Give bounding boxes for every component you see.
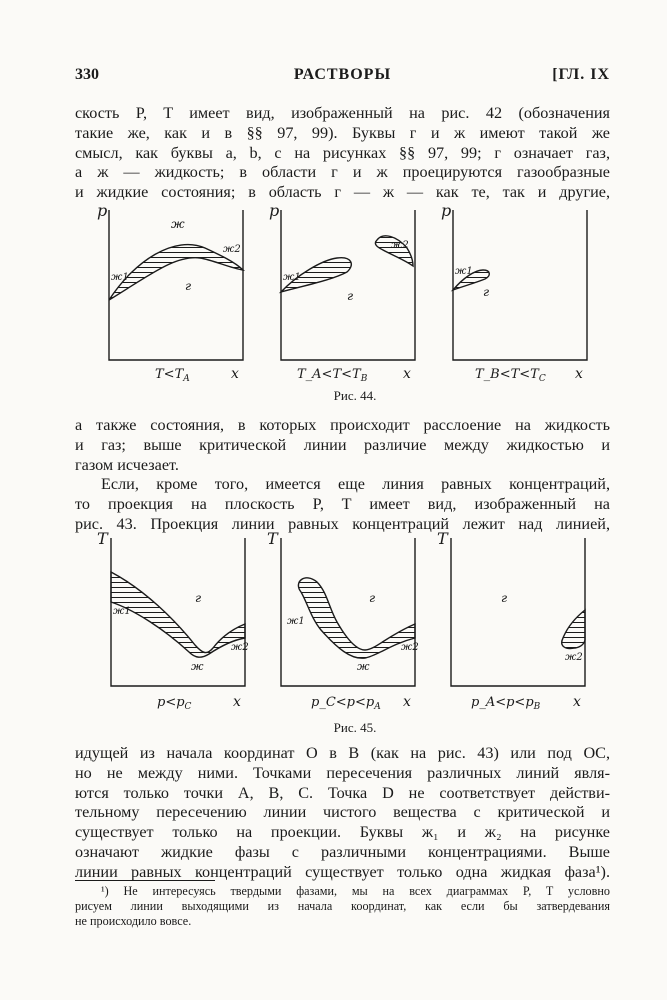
- condition-label: $p\_A<p<p_B$: [471, 695, 541, 712]
- y-axis-label: p: [441, 201, 452, 220]
- region-label: ж: [357, 660, 370, 673]
- curve-label: ж1: [283, 272, 301, 283]
- fig44-panel-3: [441, 201, 587, 384]
- coexistence-region: [111, 572, 245, 657]
- text-line: а также состояния, в которых происходит расслоение на жидкость: [75, 416, 610, 434]
- curve-label: ж2: [565, 652, 583, 663]
- y-axis-label: p: [269, 201, 280, 220]
- running-head: [75, 66, 610, 88]
- condition-label: $T\_A<T<T_B$: [297, 367, 368, 384]
- figure-44-diagram: [95, 200, 615, 400]
- fig44-panel-2: [269, 201, 415, 384]
- coexistence-region: [298, 578, 415, 658]
- region-label: г: [483, 285, 490, 299]
- text-line: то проекция на плоскость P, T имеет вид, изображенный на: [75, 494, 610, 513]
- text-line: означают жидкие фазы с различными концентрациями. Выше: [75, 842, 610, 861]
- curve-label: ж2: [231, 642, 249, 653]
- condition-label: $T\_B<T<T_C$: [475, 367, 546, 384]
- text-line: смысл, как буквы a, b, c на рисунках §§ 97, 99; г означает газ,: [75, 143, 610, 162]
- region-label: г: [369, 591, 376, 605]
- region-label: г: [195, 591, 202, 605]
- footnote-line: не происходило вовсе.: [75, 914, 192, 928]
- page-number: 330: [75, 66, 99, 83]
- text-line: рис. 43. Проекция линии равных концентраций лежит над линией,: [75, 514, 610, 533]
- footnote: [75, 884, 610, 929]
- x-axis-label: x: [575, 366, 583, 382]
- axes-frame: [281, 538, 415, 686]
- y-axis-label: p: [97, 201, 108, 220]
- text-line: существует только на проекции. Буквы ж₁ и ж₂ на рисунке: [75, 823, 610, 842]
- text-line: но не между ними. Точками пересечения различных линий явля-: [75, 763, 610, 782]
- curve-label: ж2: [223, 244, 241, 255]
- x-axis-label: x: [403, 694, 411, 710]
- paragraph-4: [75, 744, 610, 883]
- footnote-line: ¹) Не интересуясь твердыми фазами, мы на всех диаграммах P, T условно: [101, 884, 610, 898]
- curve-label: ж1: [455, 266, 473, 277]
- curve-label: ж1: [287, 616, 305, 627]
- running-title: РАСТВОРЫ: [293, 66, 392, 83]
- axes-frame: [111, 538, 245, 686]
- x-axis-label: x: [573, 694, 581, 710]
- paragraph-1: [75, 104, 610, 203]
- text-line: скость P, T имеет вид, изображенный на рис. 42 (обозначения: [75, 104, 610, 122]
- figure-45-caption: Рис. 45.: [333, 720, 377, 735]
- paragraph-3: [75, 475, 610, 534]
- curve-label: ж1: [111, 272, 129, 283]
- x-axis-label: x: [233, 694, 241, 710]
- condition-label: $p<p_C$: [157, 695, 192, 712]
- paragraph-2: [75, 416, 610, 475]
- fig45-panel-2: [267, 529, 419, 712]
- figure-45: [95, 530, 615, 740]
- text-line: Если, кроме того, имеется еще линия равных концентраций,: [101, 475, 610, 493]
- region-label: г: [185, 279, 192, 293]
- region-label: г: [347, 289, 354, 303]
- curve-label: ж2: [401, 642, 419, 653]
- region-label: г: [501, 591, 508, 605]
- chapter-label: [ГЛ. IX: [552, 66, 610, 83]
- curve-label: ж1: [113, 606, 131, 617]
- region-label: ж: [191, 660, 204, 673]
- condition-label: $T<T_A$: [155, 367, 190, 384]
- footnote-line: рисуем линии выходящими из начала координат, как если бы затвердевания: [75, 899, 610, 913]
- fig45-panel-3: [437, 529, 585, 712]
- x-axis-label: x: [403, 366, 411, 382]
- text-line: идущей из начала координат O в B (как на рис. 43) или под OC,: [75, 744, 610, 762]
- region-label: ж: [171, 217, 185, 231]
- y-axis-label: T: [267, 529, 278, 548]
- axes-frame: [453, 210, 587, 360]
- text-line: ются только точки A, B, C. Точка D не соответствует действи-: [75, 783, 610, 802]
- text-line: тельному пересечению линии чистого вещества с критической и: [75, 803, 610, 822]
- fig45-panel-1: [97, 529, 249, 712]
- figure-44-caption: Рис. 44.: [333, 388, 377, 403]
- text-line: газом исчезает.: [75, 455, 179, 474]
- text-line: а ж — жидкость; в области г и ж проецируются газообразные: [75, 163, 610, 182]
- footnote-rule: [75, 880, 215, 881]
- figure-45-diagram: [95, 530, 615, 720]
- figure-44: [95, 200, 615, 410]
- coexistence-region: [562, 610, 585, 649]
- axes-frame: [451, 538, 585, 686]
- y-axis-label: T: [97, 529, 108, 548]
- fig44-panel-1: [97, 201, 243, 384]
- condition-label: $p\_C<p<p_A$: [311, 695, 381, 712]
- y-axis-label: T: [437, 529, 448, 548]
- curve-label: ж2: [391, 240, 409, 251]
- text-line: такие же, как и в §§ 97, 99). Буквы г и ж имеют такой же: [75, 123, 610, 142]
- text-line: и газ; выше критической линии различие между жидкостью и: [75, 435, 610, 454]
- x-axis-label: x: [231, 366, 239, 382]
- text-line: линии равных концентраций существует только одна жидкая фаза¹).: [75, 862, 610, 881]
- text-line: и жидкие состояния; в область г — ж — как те, так и другие,: [75, 183, 610, 202]
